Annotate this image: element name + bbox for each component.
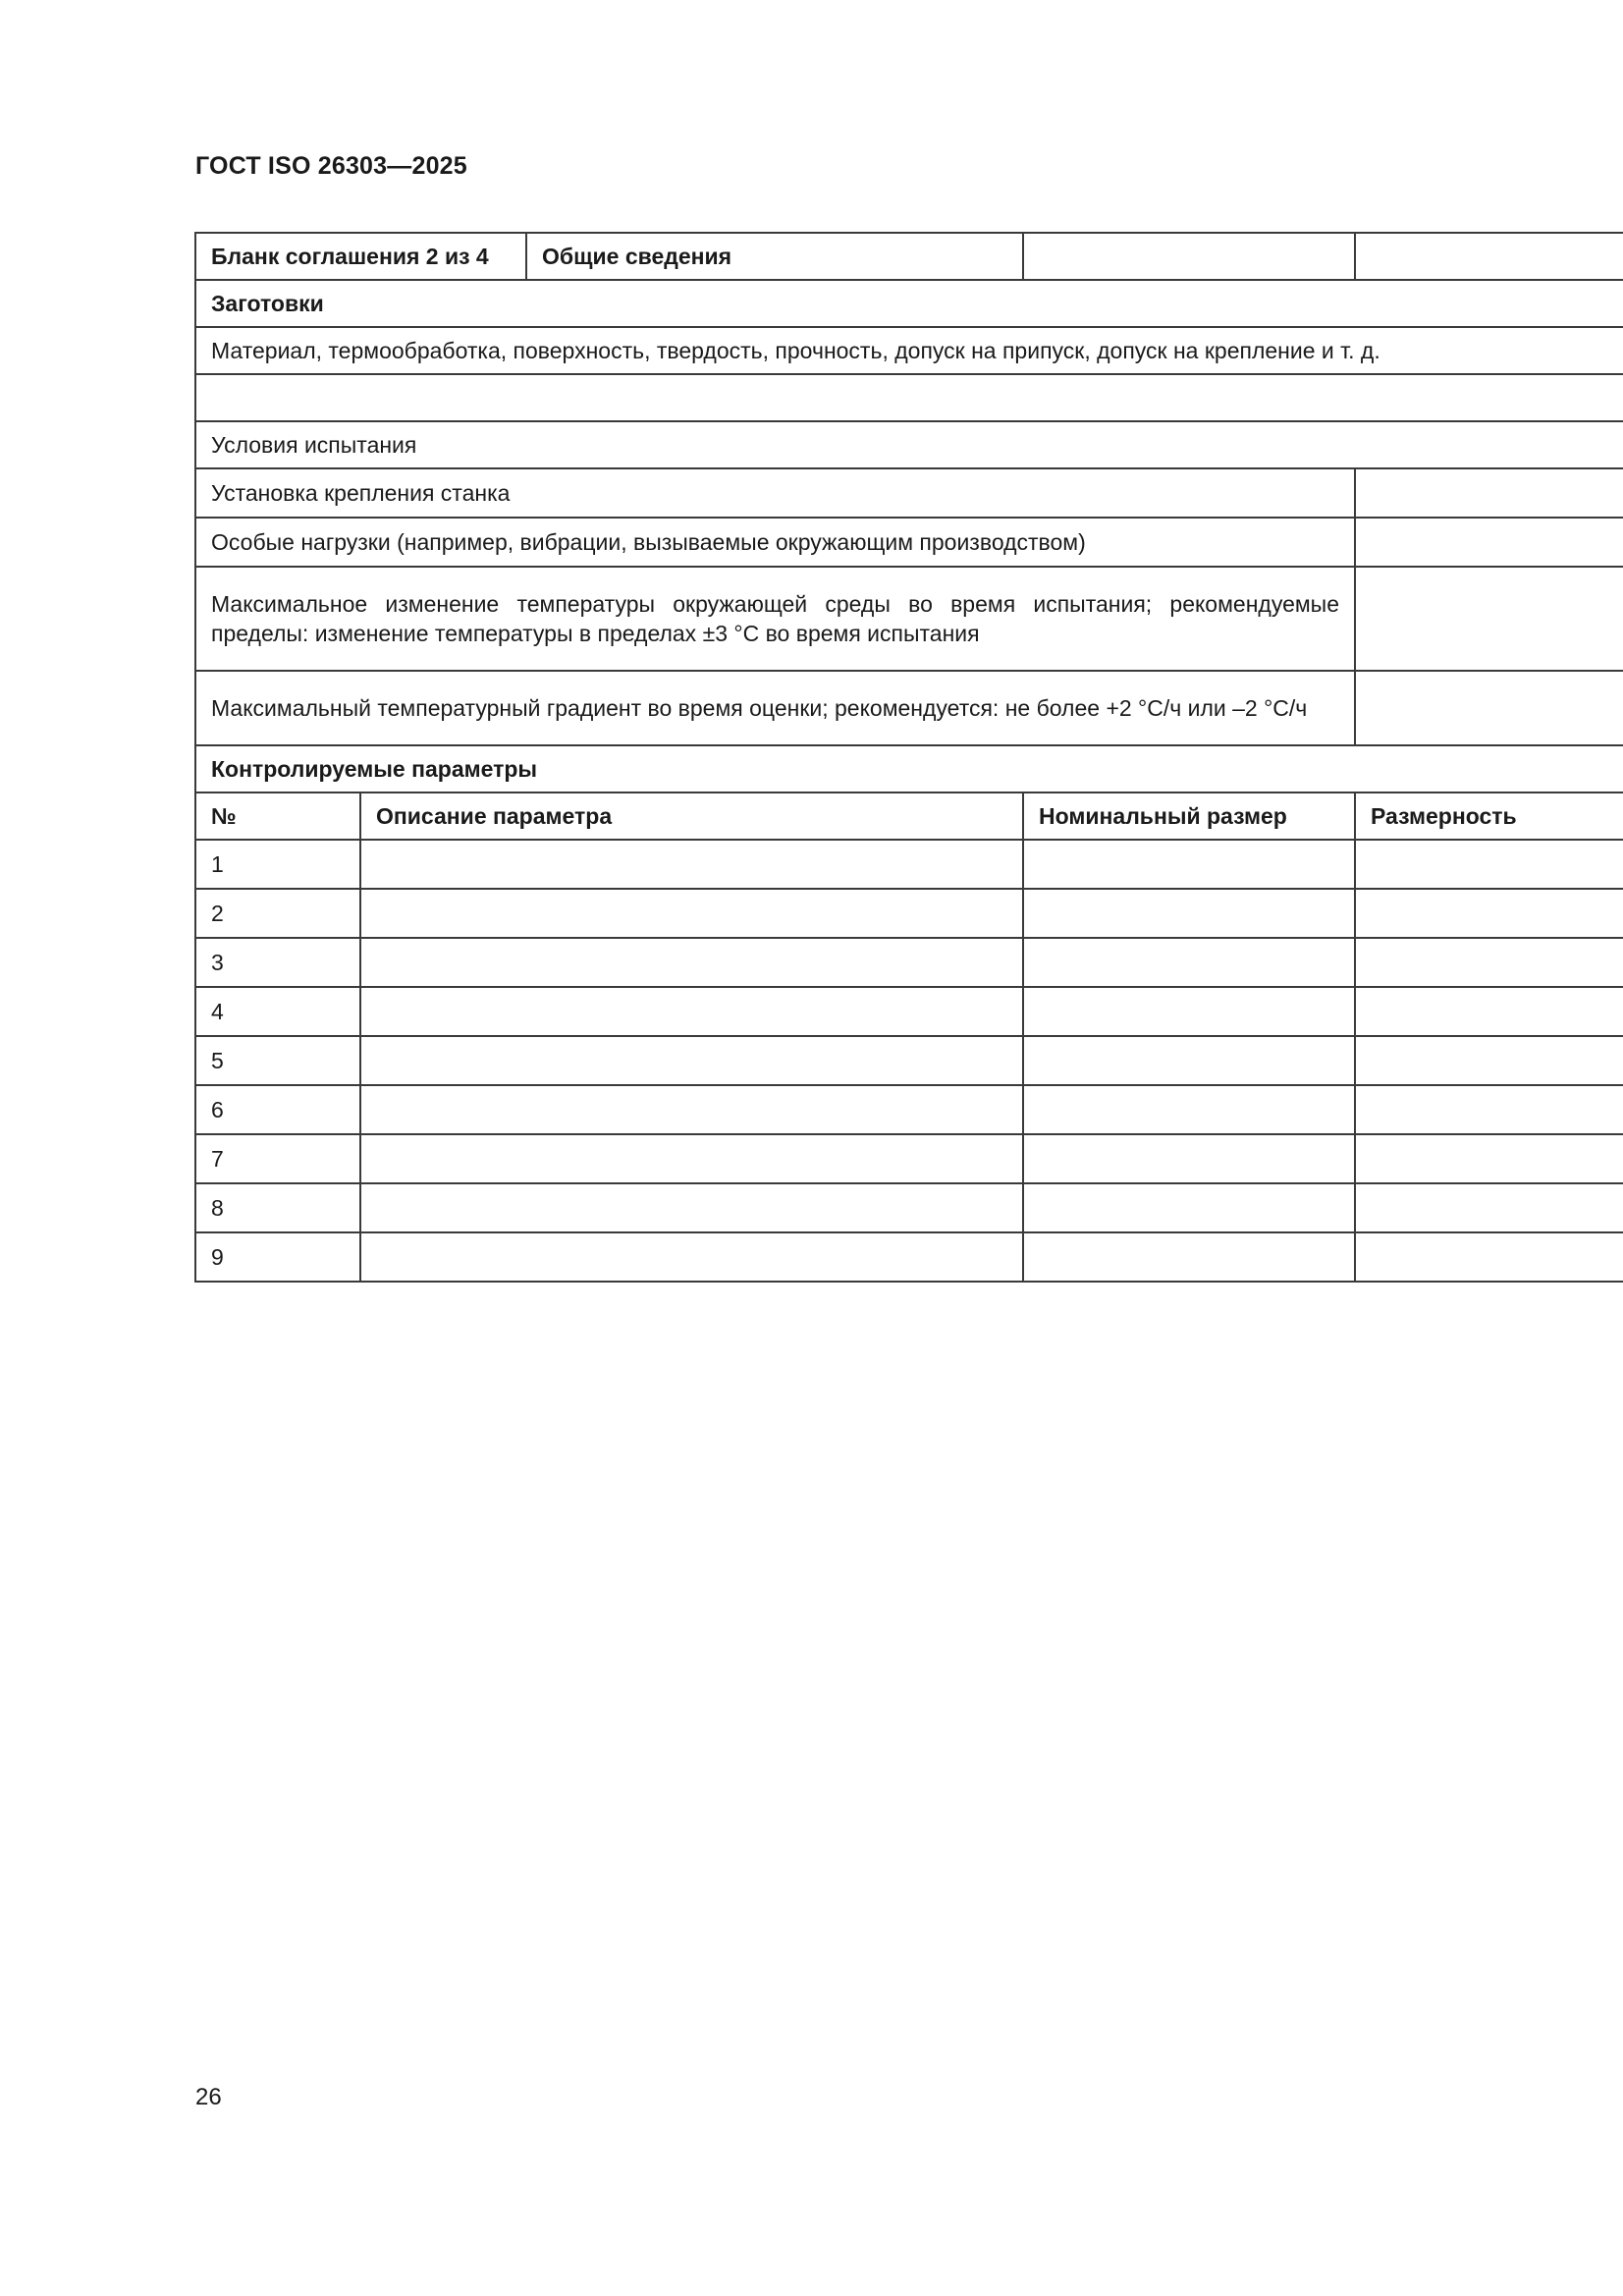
row-number: 5 [195,1036,360,1085]
row-number: 7 [195,1134,360,1183]
form-title-row [195,233,1623,280]
row-number: 8 [195,1183,360,1232]
test-condition-value[interactable] [1355,518,1623,567]
empty-cell[interactable] [1355,233,1623,280]
workpieces-heading: Заготовки [195,280,1623,327]
test-condition-value[interactable] [1355,567,1623,671]
row-number: 9 [195,1232,360,1282]
param-description-cell[interactable] [360,1183,1023,1232]
sheet-label: Бланк соглашения 2 из 4 [195,233,526,280]
workpieces-description-row [195,327,1623,374]
test-conditions-heading-row [195,421,1623,468]
table-row [195,1036,1623,1085]
unit-cell[interactable] [1355,1085,1623,1134]
unit-cell[interactable] [1355,840,1623,889]
test-conditions-heading: Условия испытания [195,421,1623,468]
column-header-unit: Размерность [1355,793,1623,840]
nominal-size-cell[interactable] [1023,1232,1355,1282]
unit-cell[interactable] [1355,889,1623,938]
page-number: 26 [195,2084,222,2110]
row-number: 6 [195,1085,360,1134]
param-description-cell[interactable] [360,987,1023,1036]
param-description-cell[interactable] [360,1232,1023,1282]
unit-cell[interactable] [1355,1183,1623,1232]
table-row [195,1085,1623,1134]
test-condition-label: Максимальное изменение температуры окружающей среды во время испытания; рекомендуемые пределы: изменение температуры в пределах ±3 °С во время испытания [195,567,1355,671]
agreement-form-table [194,232,1623,1283]
row-number: 4 [195,987,360,1036]
unit-cell[interactable] [1355,938,1623,987]
nominal-size-cell[interactable] [1023,1085,1355,1134]
param-description-cell[interactable] [360,938,1023,987]
workpieces-entry-row[interactable] [195,374,1623,421]
row-number: 1 [195,840,360,889]
test-condition-value[interactable] [1355,468,1623,518]
document-code: ГОСТ ISO 26303—2025 [195,152,467,180]
workpieces-heading-row [195,280,1623,327]
table-row [195,1232,1623,1282]
test-condition-label: Максимальный температурный градиент во время оценки; рекомендуется: не более +2 °С/ч или –2 °С/ч [195,671,1355,745]
controlled-params-heading-row [195,745,1623,793]
param-description-cell[interactable] [360,889,1023,938]
test-condition-row [195,567,1623,671]
table-row [195,938,1623,987]
unit-cell[interactable] [1355,1232,1623,1282]
nominal-size-cell[interactable] [1023,987,1355,1036]
controlled-params-heading: Контролируемые параметры [195,745,1623,793]
param-description-cell[interactable] [360,1085,1023,1134]
table-row [195,1183,1623,1232]
nominal-size-cell[interactable] [1023,1036,1355,1085]
row-number: 2 [195,889,360,938]
column-header-description: Описание параметра [360,793,1023,840]
nominal-size-cell[interactable] [1023,1134,1355,1183]
test-condition-row [195,671,1623,745]
param-description-cell[interactable] [360,1134,1023,1183]
column-header-number: № [195,793,360,840]
table-row [195,840,1623,889]
unit-cell[interactable] [1355,987,1623,1036]
unit-cell[interactable] [1355,1134,1623,1183]
workpieces-entry-cell[interactable] [195,374,1623,421]
test-condition-value[interactable] [1355,671,1623,745]
test-condition-row [195,518,1623,567]
table-row [195,987,1623,1036]
unit-cell[interactable] [1355,1036,1623,1085]
workpieces-description: Материал, термообработка, поверхность, твердость, прочность, допуск на припуск, допуск на крепление и т. д. [195,327,1623,374]
param-description-cell[interactable] [360,1036,1023,1085]
nominal-size-cell[interactable] [1023,938,1355,987]
test-condition-label: Особые нагрузки (например, вибрации, вызываемые окружающим производством) [195,518,1355,567]
test-condition-label: Установка крепления станка [195,468,1355,518]
test-condition-row [195,468,1623,518]
params-header-row [195,793,1623,840]
nominal-size-cell[interactable] [1023,1183,1355,1232]
row-number: 3 [195,938,360,987]
table-row [195,1134,1623,1183]
empty-cell[interactable] [1023,233,1355,280]
general-info-label: Общие сведения [526,233,1023,280]
nominal-size-cell[interactable] [1023,840,1355,889]
param-description-cell[interactable] [360,840,1023,889]
table-row [195,889,1623,938]
nominal-size-cell[interactable] [1023,889,1355,938]
column-header-nominal-size: Номинальный размер [1023,793,1355,840]
